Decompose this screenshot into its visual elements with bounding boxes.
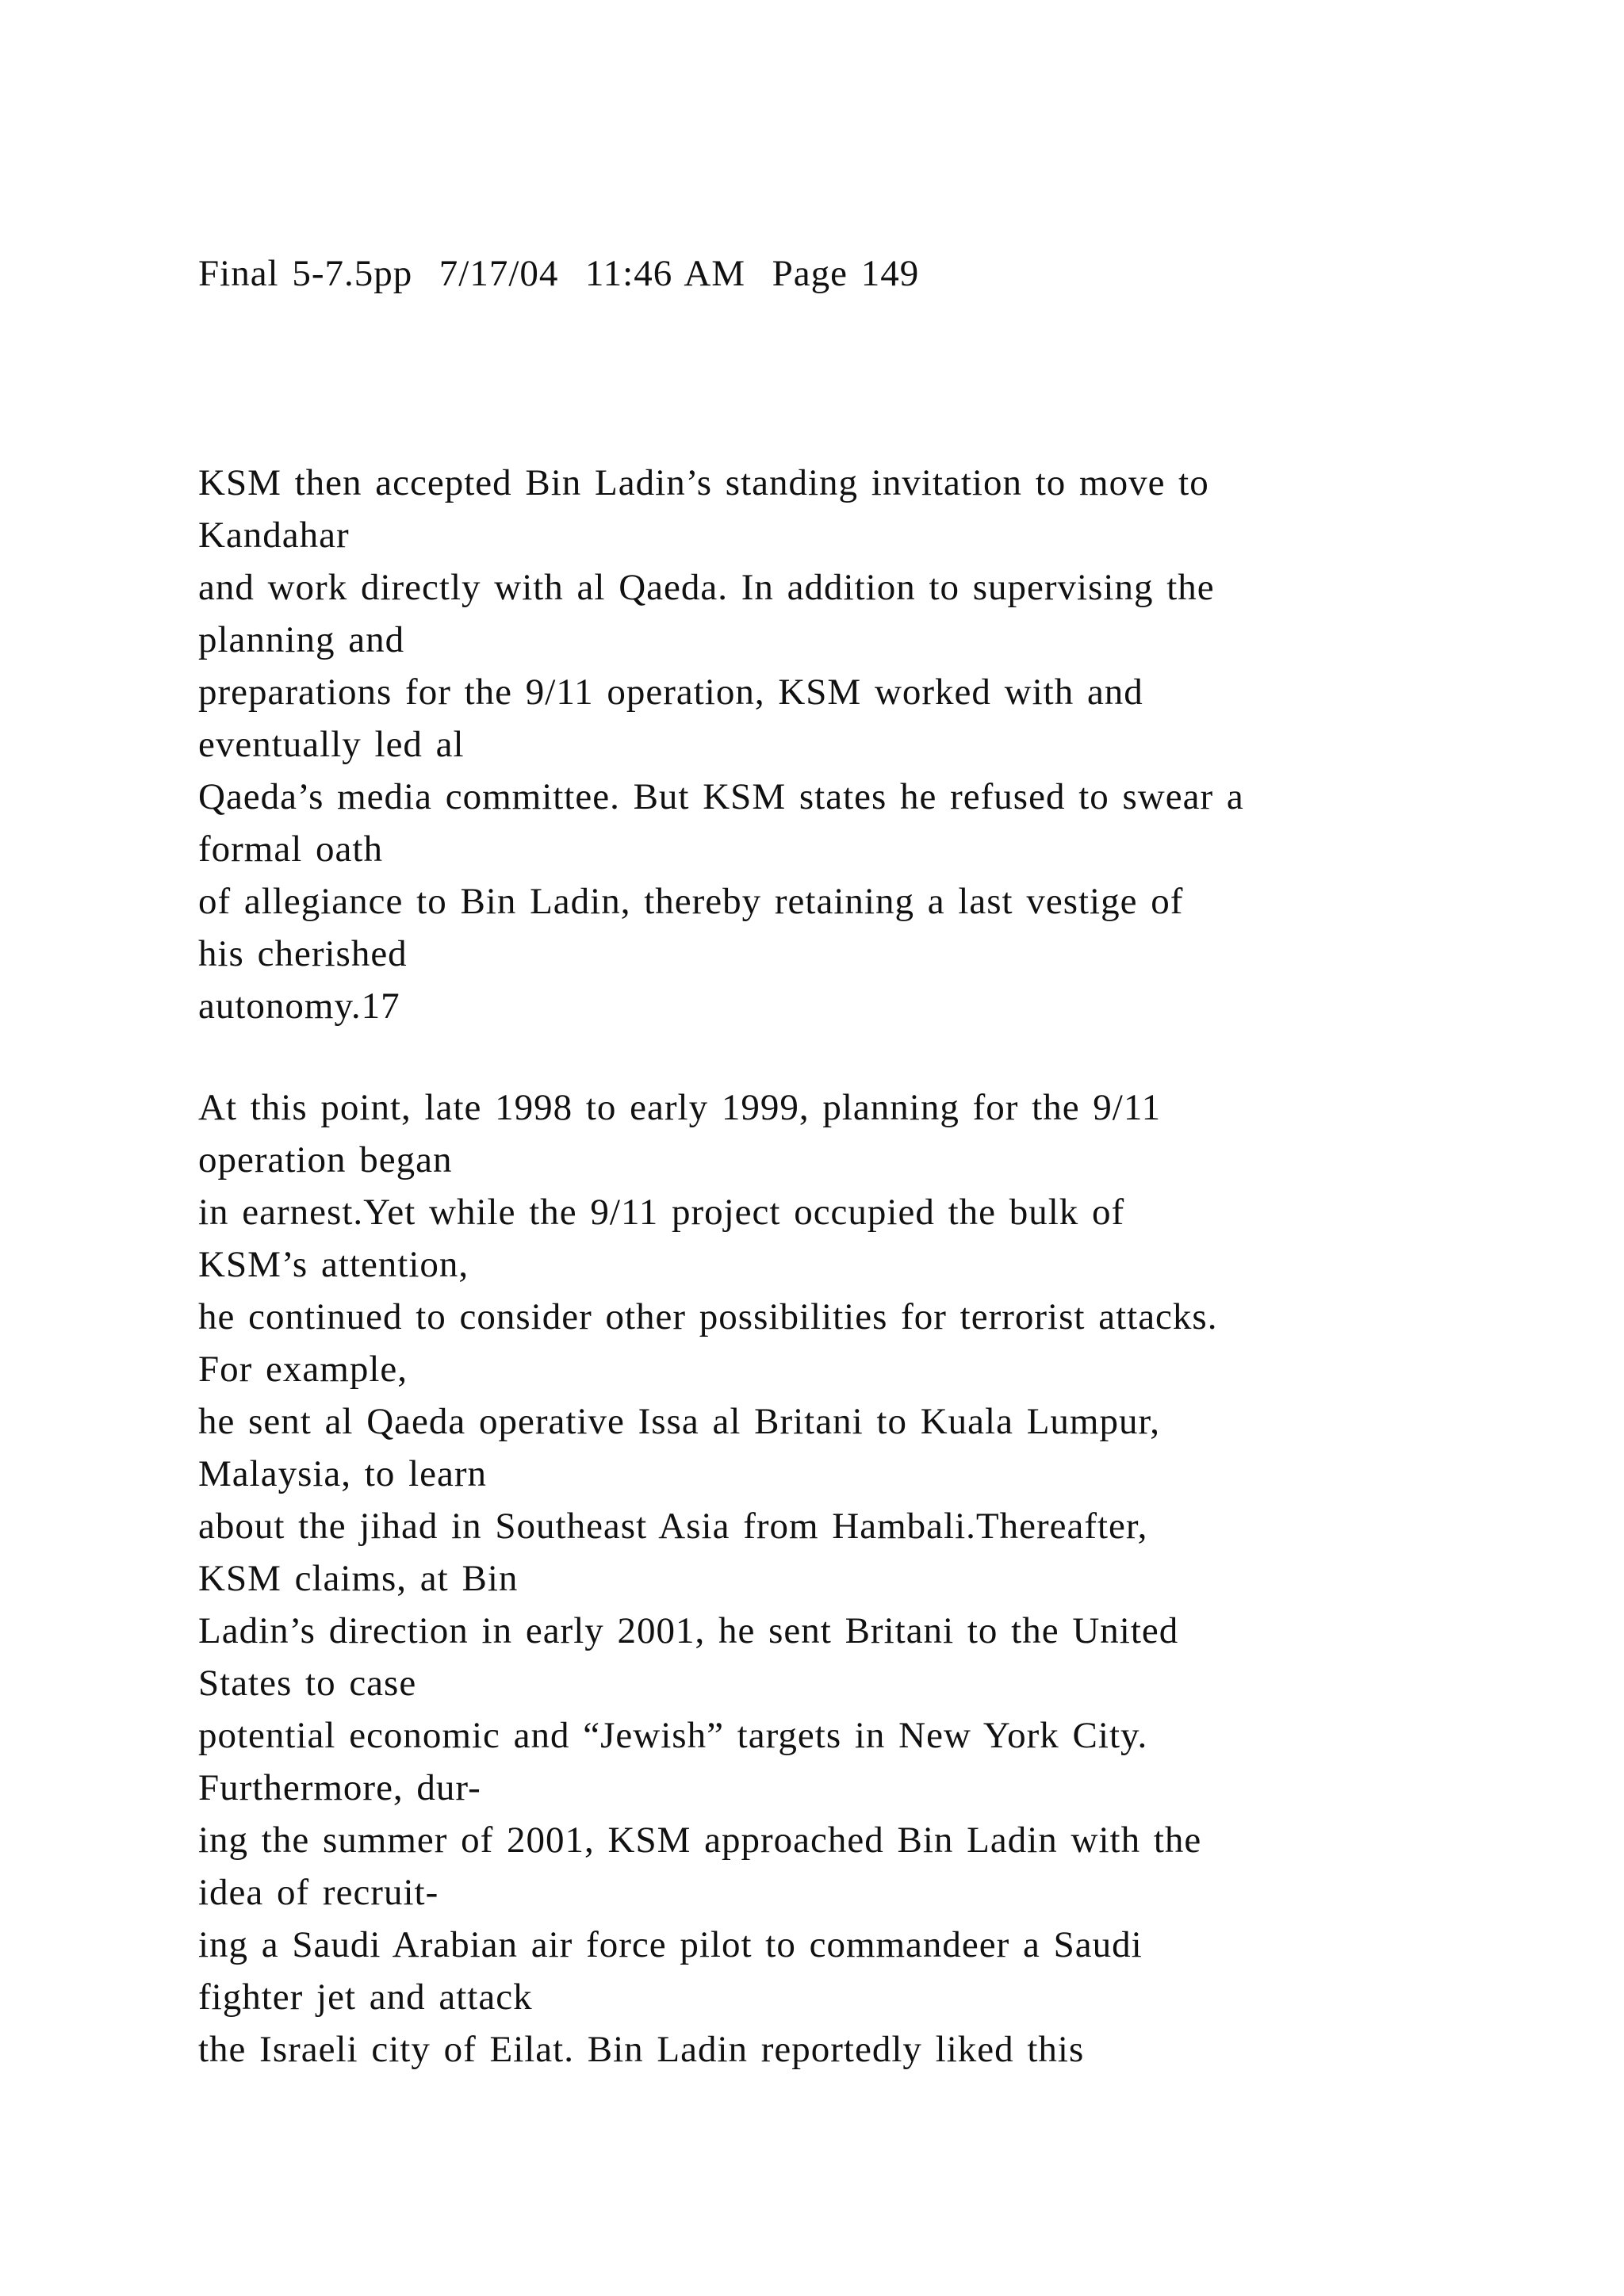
text-line: Qaeda’s media committee. But KSM states he refused to swear a	[198, 776, 1244, 817]
text-line: his cherished	[198, 933, 408, 974]
text-line: autonomy.17	[198, 985, 400, 1027]
text-line: Kandahar	[198, 515, 350, 556]
text-line: ing the summer of 2001, KSM approached Bin Ladin with the	[198, 1820, 1202, 1861]
text-line: about the jihad in Southeast Asia from Hambali.Thereafter,	[198, 1506, 1148, 1547]
text-line: he sent al Qaeda operative Issa al Britani to Kuala Lumpur,	[198, 1401, 1160, 1442]
text-line: KSM’s attention,	[198, 1244, 469, 1285]
text-line: Furthermore, dur-	[198, 1767, 481, 1808]
text-line: formal oath	[198, 828, 383, 870]
text-line: eventually led al	[198, 724, 465, 765]
text-line: the Israeli city of Eilat. Bin Ladin reportedly liked this	[198, 2029, 1085, 2070]
text-line: Ladin’s direction in early 2001, he sent Britani to the United	[198, 1610, 1179, 1651]
text-line: and work directly with al Qaeda. In addition to supervising the	[198, 567, 1215, 608]
paragraph-1	[198, 457, 1244, 1032]
text-line: of allegiance to Bin Ladin, thereby retaining a last vestige of	[198, 881, 1184, 922]
text-line: States to case	[198, 1663, 417, 1704]
text-line: he continued to consider other possibilities for terrorist attacks.	[198, 1296, 1218, 1337]
text-line: preparations for the 9/11 operation, KSM worked with and	[198, 672, 1143, 713]
text-line: potential economic and “Jewish” targets in New York City.	[198, 1715, 1148, 1756]
text-line: operation began	[198, 1139, 453, 1181]
text-line: For example,	[198, 1349, 408, 1390]
text-line: ing a Saudi Arabian air force pilot to commandeer a Saudi	[198, 1924, 1143, 1965]
text-line: KSM claims, at Bin	[198, 1558, 519, 1599]
text-line: planning and	[198, 619, 405, 660]
text-line: KSM then accepted Bin Ladin’s standing invitation to move to	[198, 462, 1209, 503]
text-line: Malaysia, to learn	[198, 1453, 488, 1494]
text-line: in earnest.Yet while the 9/11 project occupied the bulk of	[198, 1192, 1125, 1233]
paragraph-2	[198, 1081, 1217, 2076]
text-line: At this point, late 1998 to early 1999, planning for the 9/11	[198, 1087, 1162, 1128]
text-line: idea of recruit-	[198, 1872, 439, 1913]
text-line: fighter jet and attack	[198, 1976, 533, 2018]
page-header: Final 5-7.5pp 7/17/04 11:46 AM Page 149	[198, 253, 920, 294]
